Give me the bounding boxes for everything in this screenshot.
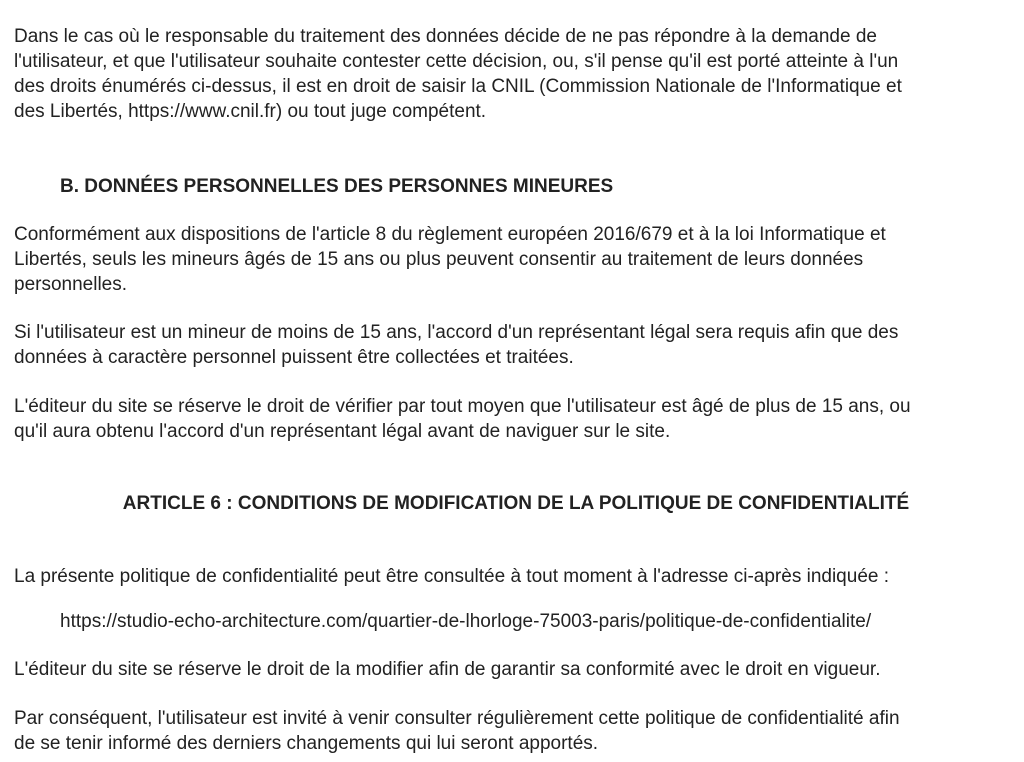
section-letter: B. [60,176,79,197]
paragraph-cnil-rights [14,24,902,124]
text-line: Conformément aux dispositions de l'article 8 du règlement européen 2016/679 et à la loi Informatique et [14,224,886,245]
text-line: Par conséquent, l'utilisateur est invité à venir consulter régulièrement cette politique de confidentialité afin [14,708,900,729]
text-line: L'éditeur du site se réserve le droit de vérifier par tout moyen que l'utilisateur est âgé de plus de 15 ans, ou [14,396,911,417]
text-line: Si l'utilisateur est un mineur de moins de 15 ans, l'accord d'un représentant légal sera requis afin que des [14,322,899,343]
section-title: DONNÉES PERSONNELLES DES PERSONNES MINEURES [84,176,614,197]
paragraph-gdpr-minors [14,222,886,297]
text-line: Libertés, seuls les mineurs âgés de 15 ans ou plus peuvent consentir au traitement de leurs données [14,249,864,270]
text-line: personnelles. [14,274,128,295]
article-heading: ARTICLE 6 : CONDITIONS DE MODIFICATION DE LA POLITIQUE DE CONFIDENTIALITÉ [122,493,910,514]
paragraph-policy-consult [14,564,889,589]
paragraph-consult-regularly [14,706,900,756]
text-line: des Libertés, https://www.cnil.fr) ou tout juge compétent. [14,101,487,122]
policy-url-link[interactable]: https://studio-echo-architecture.com/quartier-de-lhorloge-75003-paris/politique-de-confidentialite/ [60,611,872,632]
text-line: données à caractère personnel puissent être collectées et traitées. [14,347,574,368]
text-line: L'éditeur du site se réserve le droit de la modifier afin de garantir sa conformité avec le droit en vigueur. [14,659,881,680]
section-heading-minors [14,174,613,199]
text-line: La présente politique de confidentialité peut être consultée à tout moment à l'adresse ci-après indiquée : [14,566,890,587]
paragraph-legal-representative [14,320,898,370]
text-line: qu'il aura obtenu l'accord d'un représentant légal avant de naviguer sur le site. [14,421,671,442]
text-line: des droits énumérés ci-dessus, il est en droit de saisir la CNIL (Commission Nationale de l'Informatique et [14,76,902,97]
paragraph-age-verification [14,394,911,444]
paragraph-modification-right [14,657,880,682]
text-line: Dans le cas où le responsable du traitement des données décide de ne pas répondre à la demande de [14,26,877,47]
text-line: de se tenir informé des derniers changements qui lui seront apportés. [14,733,599,754]
text-line: l'utilisateur, et que l'utilisateur souhaite contester cette décision, ou, s'il pense qu'il est porté atteinte à l'un [14,51,899,72]
